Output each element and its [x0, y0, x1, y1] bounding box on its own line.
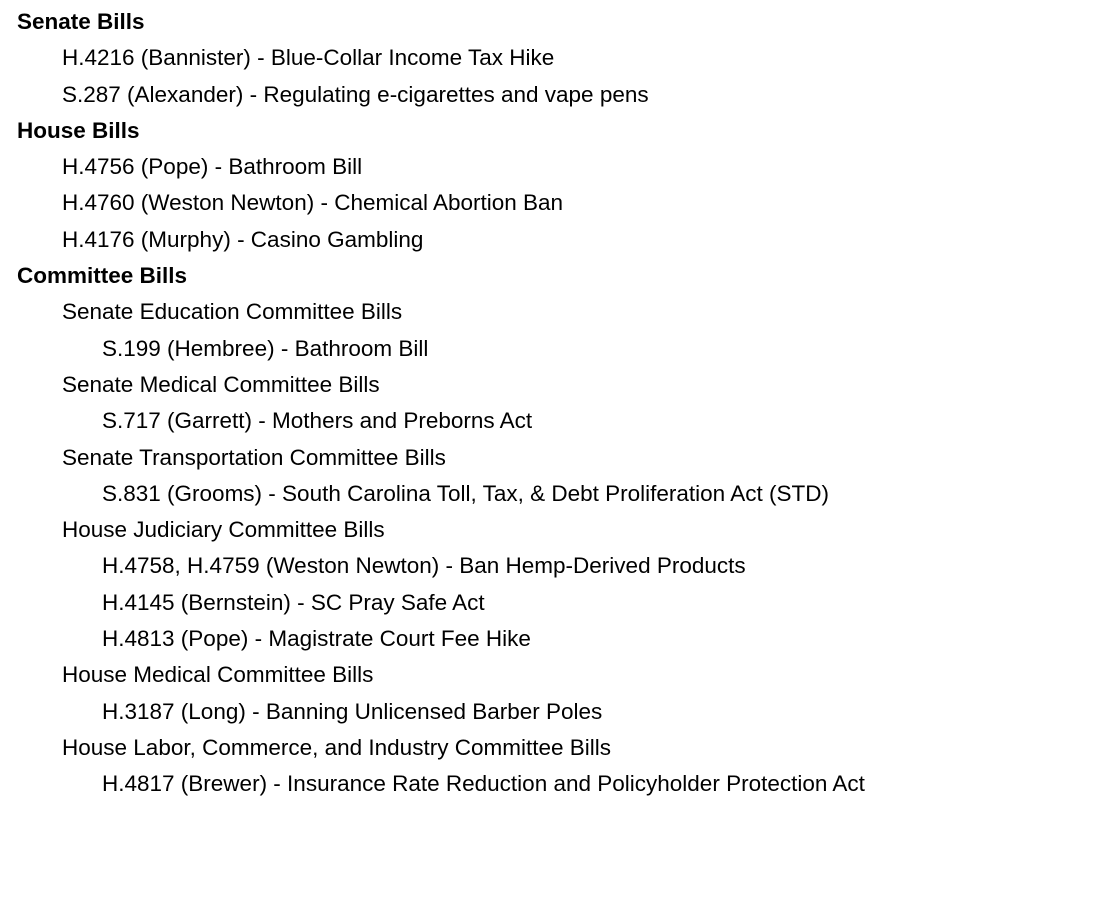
- bill-item: H.4758, H.4759 (Weston Newton) - Ban Hemp-Derived Products: [102, 553, 746, 579]
- bill-item: S.717 (Garrett) - Mothers and Preborns Act: [102, 408, 533, 434]
- bill-item: H.4817 (Brewer) - Insurance Rate Reduction and Policyholder Protection Act: [102, 771, 865, 797]
- bill-item: H.3187 (Long) - Banning Unlicensed Barber Poles: [102, 698, 603, 724]
- section-heading-committee-bills: Committee Bills: [17, 263, 188, 289]
- committee-heading: House Judiciary Committee Bills: [62, 517, 385, 543]
- bill-item: S.199 (Hembree) - Bathroom Bill: [102, 335, 429, 361]
- bill-item: H.4760 (Weston Newton) - Chemical Abortion Ban: [62, 190, 564, 216]
- bill-item: H.4176 (Murphy) - Casino Gambling: [62, 226, 424, 252]
- committee-heading: House Labor, Commerce, and Industry Committee Bills: [62, 734, 611, 760]
- section-heading-house-bills: House Bills: [17, 117, 140, 143]
- committee-heading: Senate Transportation Committee Bills: [62, 444, 446, 470]
- committee-heading: Senate Education Committee Bills: [62, 299, 403, 325]
- bill-item: S.831 (Grooms) - South Carolina Toll, Tax, & Debt Proliferation Act (STD): [102, 480, 829, 506]
- bill-item: S.287 (Alexander) - Regulating e-cigarettes and vape pens: [62, 81, 649, 107]
- bill-item: H.4813 (Pope) - Magistrate Court Fee Hike: [102, 626, 531, 652]
- committee-heading: House Medical Committee Bills: [62, 662, 374, 688]
- section-heading-senate-bills: Senate Bills: [17, 9, 145, 34]
- bill-item: H.4216 (Bannister) - Blue-Collar Income Tax Hike: [62, 45, 555, 71]
- bill-item: H.4756 (Pope) - Bathroom Bill: [62, 154, 363, 180]
- committee-heading: Senate Medical Committee Bills: [62, 371, 380, 397]
- bill-item: H.4145 (Bernstein) - SC Pray Safe Act: [102, 589, 485, 615]
